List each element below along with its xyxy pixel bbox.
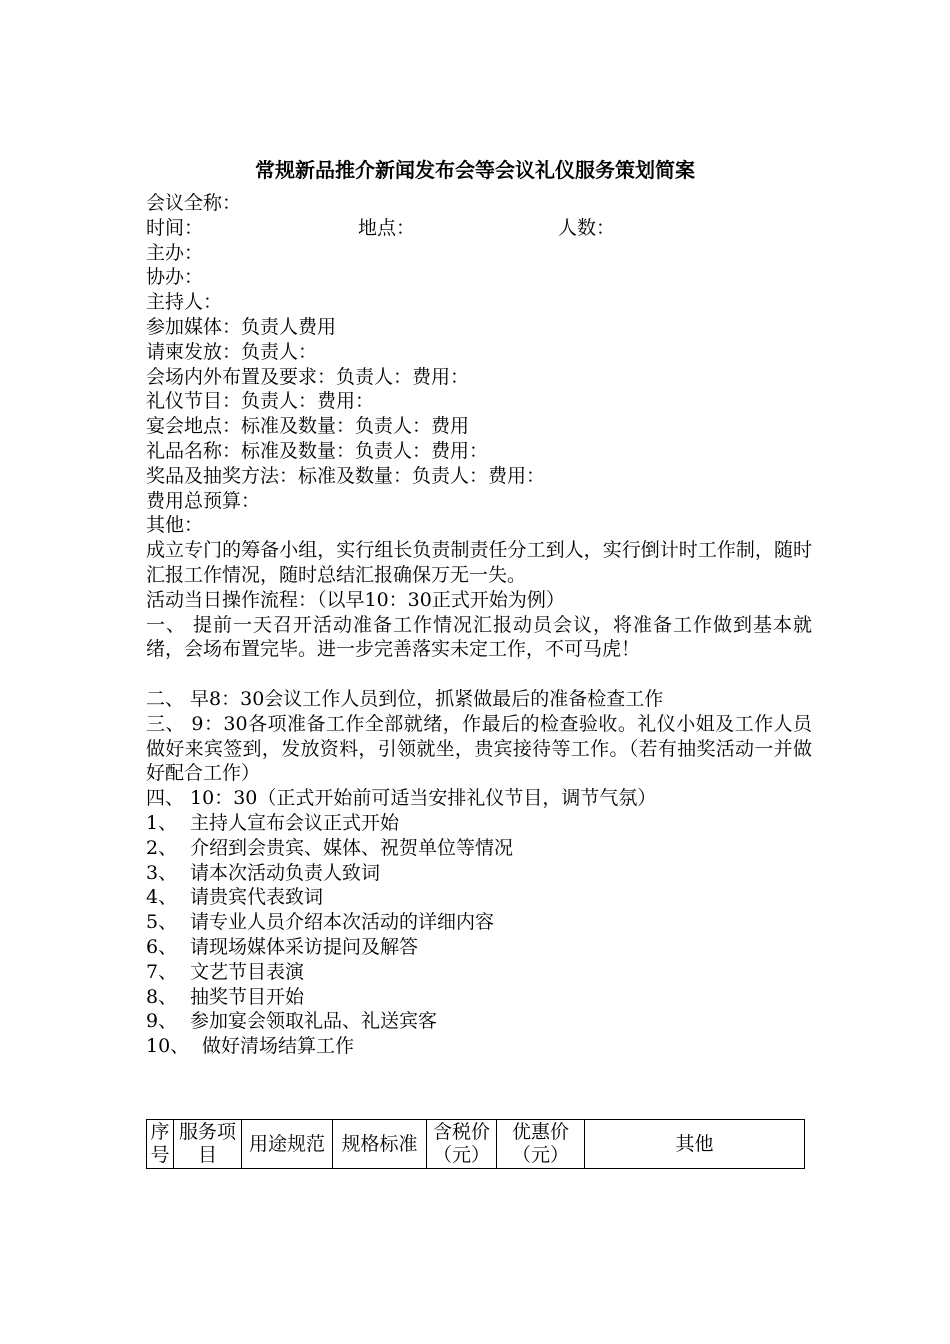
agenda-number: 3、 [146,861,178,884]
document-body [146,191,812,1059]
paragraph-step-3: 三、 9：30各项准备工作全部就绪，作最后的检查验收。礼仪小姐及工作人员做好来宾签到，发放资料，引领就坐，贵宾接待等工作。（若有抽奖活动一并做好配合工作） [146,712,812,785]
field-other: 其他： [146,514,204,537]
field-place: 地点： [358,216,416,239]
table-header-cell: 规格标准 [333,1120,427,1169]
agenda-item [146,910,812,935]
field-banquet: 宴会地点：标准及数量：负责人：费用 [146,415,470,438]
field-prize: 奖品及抽奖方法：标准及数量：负责人：费用： [146,464,546,487]
field-co-org: 协办： [146,266,204,289]
agenda-text: 参加宴会领取礼品、礼送宾客 [190,1010,438,1033]
agenda-item [146,985,812,1010]
table-header-cell: 用途规范 [242,1120,333,1169]
table-header-row [147,1120,805,1169]
agenda-item [146,861,812,886]
field-people: 人数： [558,216,616,239]
agenda-text: 主持人宣布会议正式开始 [190,811,400,834]
agenda-item [146,1034,812,1059]
agenda-text: 请贵宾代表致词 [190,886,324,909]
paragraph-step-1: 一、 提前一天召开活动准备工作情况汇报动员会议，将准备工作做到基本就绪，会场布置完毕。进一步完善落实未定工作，不可马虎！ [146,613,812,661]
agenda-text: 文艺节目表演 [190,960,305,983]
table-header-cell: 含税价（元） [427,1120,497,1169]
agenda-number: 6、 [146,935,178,958]
agenda-text: 请专业人员介绍本次活动的详细内容 [190,911,495,934]
agenda-number: 4、 [146,886,178,909]
field-host: 主持人： [146,291,223,314]
paragraph-step-4: 四、 10：30（正式开始前可适当安排礼仪节目，调节气氛） [146,787,657,810]
agenda-number: 2、 [146,836,178,859]
field-venue: 会场内外布置及要求：负责人：费用： [146,365,470,388]
paragraph-step-2: 二、 早8：30会议工作人员到位，抓紧做最后的准备检查工作 [146,687,664,710]
field-time: 时间： [146,216,204,239]
agenda-number: 1、 [146,811,178,834]
field-full-name: 会议全称： [146,192,242,214]
field-invitation: 请柬发放：负责人： [146,340,318,363]
agenda-text: 做好清场结算工作 [202,1035,355,1058]
table-header-cell: 其他 [585,1120,805,1169]
agenda-text: 介绍到会贵宾、媒体、祝贺单位等情况 [190,836,514,859]
agenda-text: 请本次活动负责人致词 [190,861,381,884]
agenda-item [146,885,812,910]
agenda-number: 5、 [146,911,178,934]
agenda-item [146,935,812,960]
service-table [146,1119,805,1169]
agenda-text: 抽奖节目开始 [190,985,305,1008]
paragraph-team: 成立专门的筹备小组，实行组长负责制责任分工到人，实行倒计时工作制，随时汇报工作情况，随时总结汇报确保万无一失。 [146,539,812,586]
table-header-cell: 服务项目 [174,1120,242,1169]
field-budget: 费用总预算： [146,489,261,512]
agenda-item [146,1009,812,1034]
agenda-number: 7、 [146,960,178,983]
table-header-cell: 序号 [147,1120,174,1169]
agenda-item [146,811,812,836]
agenda-text: 请现场媒体采访提问及解答 [190,935,419,958]
agenda-item [146,960,812,985]
paragraph-flow-title: 活动当日操作流程：（以早10：30正式开始为例） [146,588,565,611]
agenda-number: 10、 [146,1035,190,1058]
document-title: 常规新品推介新闻发布会等会议礼仪服务策划简案 [255,158,695,182]
agenda-number: 9、 [146,1010,178,1033]
table-header-cell: 优惠价（元） [497,1120,585,1169]
field-etiquette: 礼仪节目：负责人：费用： [146,390,375,413]
field-gift: 礼品名称：标准及数量：负责人：费用： [146,439,489,462]
field-time-place-people [146,216,812,241]
blank-line [146,662,812,687]
agenda-item [146,836,812,861]
field-host-org: 主办： [146,241,204,264]
agenda-number: 8、 [146,985,178,1008]
field-media: 参加媒体：负责人费用 [146,315,337,338]
